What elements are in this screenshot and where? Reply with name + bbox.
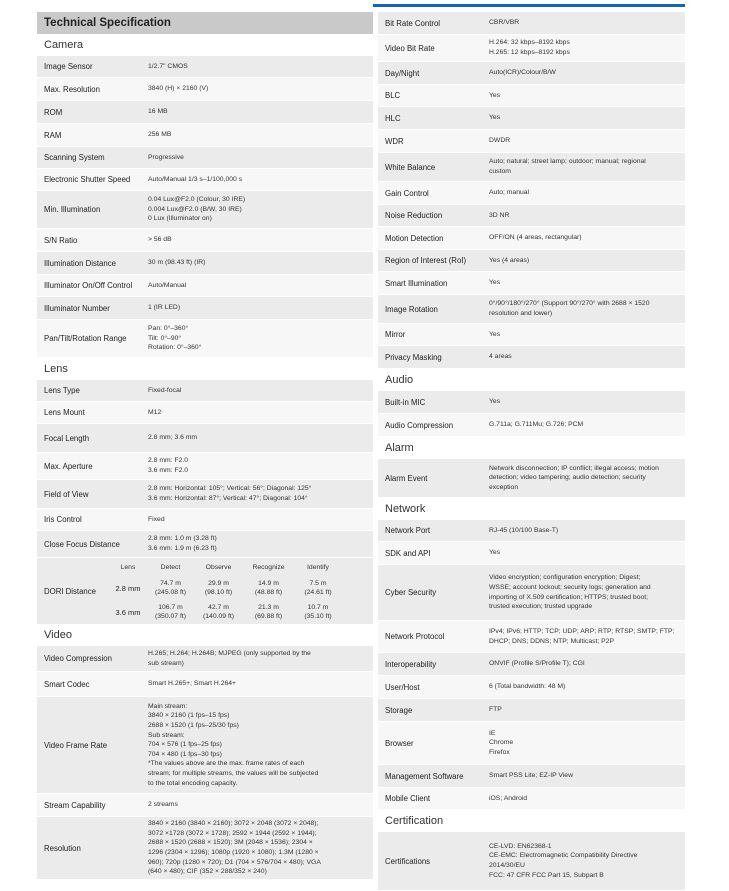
spec-row-image-sensor	[37, 56, 373, 78]
spec-value: Fixed-focal	[144, 380, 373, 401]
spec-label: Image Sensor	[37, 56, 144, 77]
spec-label: HLC	[378, 107, 485, 129]
spec-row-stream-capability	[37, 794, 373, 817]
spec-label: Resolution	[37, 817, 144, 879]
spec-row-network-port	[378, 520, 685, 542]
spec-row-browser	[378, 722, 685, 765]
spec-label: Video Compression	[37, 646, 144, 671]
spec-value: ONVIF (Profile S/Profile T); CGI	[485, 653, 685, 675]
spec-row-interoperability	[378, 653, 685, 676]
spec-row-ram	[37, 124, 373, 147]
spec-label: Image Rotation	[378, 295, 485, 323]
spec-row-lens-mount	[37, 402, 373, 424]
dori-value: 74.7 m (245.08 ft)	[155, 580, 186, 596]
spec-label: Gain Control	[378, 182, 485, 204]
spec-row-scanning-system	[37, 147, 373, 169]
spec-row-motion-detection	[378, 227, 685, 250]
spec-label: Illuminator On/Off Control	[37, 275, 144, 296]
spec-label: Interoperability	[378, 653, 485, 675]
spec-value: Auto; natural; street lamp; outdoor; manual; regional custom	[485, 153, 685, 181]
dori-header-recognize: Recognize	[252, 563, 285, 571]
spec-row-network-protocol	[378, 621, 685, 653]
spec-label: User/Host	[378, 676, 485, 698]
spec-label: Lens Mount	[37, 402, 144, 423]
spec-value: 3840 (H) × 2160 (V)	[144, 78, 373, 100]
spec-label: Close Focus Distance	[37, 531, 144, 557]
spec-row-user-host	[378, 676, 685, 699]
spec-row-s-n-ratio	[37, 229, 373, 252]
spec-value: DWDR	[485, 130, 685, 152]
right-column	[378, 12, 685, 891]
page-title: Technical Specification	[37, 12, 373, 34]
spec-label: Browser	[378, 722, 485, 764]
top-accent-bar	[373, 4, 685, 7]
spec-value: CBR/VBR	[485, 12, 685, 34]
spec-label: Bit Rate Control	[378, 12, 485, 34]
left-column	[37, 12, 373, 880]
spec-label: Cyber Security	[378, 565, 485, 620]
spec-value: iOS; Android	[485, 788, 685, 809]
spec-value: 1 (IR LED)	[144, 297, 373, 319]
spec-value: 0°/90°/180°/270° (Support 90°/270° with 2688 × 1520 resolution and lower)	[485, 295, 685, 323]
spec-table	[378, 12, 685, 369]
spec-row-gain-control	[378, 182, 685, 205]
spec-label: Scanning System	[37, 147, 144, 168]
spec-row-max-aperture	[37, 453, 373, 480]
spec-label: BLC	[378, 85, 485, 106]
dori-value: 7.5 m (24.61 ft)	[304, 580, 332, 596]
spec-value: Auto(ICR)/Colour/B/W	[485, 62, 685, 84]
spec-value: 2 streams	[144, 794, 373, 816]
spec-row-smart-illumination	[378, 272, 685, 295]
spec-label: Built-in MIC	[378, 391, 485, 413]
spec-value: H.264: 32 kbps–8192 kbps H.265: 12 kbps–8192 kbps	[485, 35, 685, 61]
section-heading-camera: Camera	[44, 39, 84, 51]
dori-value: 14.9 m (48.88 ft)	[254, 580, 283, 596]
spec-value: 30 m (98.43 ft) (IR)	[144, 252, 373, 274]
spec-label: Electronic Shutter Speed	[37, 169, 144, 190]
spec-row-privacy-masking	[378, 346, 685, 369]
dori-value: 21.3 m (69.88 ft)	[254, 604, 283, 620]
spec-label: Storage	[378, 699, 485, 721]
section-heading-alarm: Alarm	[385, 442, 414, 454]
spec-row-resolution	[37, 817, 373, 880]
spec-row-smart-codec	[37, 672, 373, 697]
dori-header-identify: Identify	[307, 563, 329, 571]
spec-row-video-bit-rate	[378, 35, 685, 62]
spec-value: Auto; manual	[485, 182, 685, 204]
spec-label: Day/Night	[378, 62, 485, 84]
dori-distance-table	[37, 558, 373, 624]
spec-row-cyber-security	[378, 565, 685, 621]
spec-value: 4 areas	[485, 346, 685, 368]
spec-label: Smart Codec	[37, 672, 144, 696]
spec-label: Illuminator Number	[37, 297, 144, 319]
spec-value: FTP	[485, 699, 685, 721]
spec-value: 3840 × 2160 (3840 × 2160); 3072 × 2048 (3072 × 2048); 3072 ×1728 (3072 × 1728); 2592 × 1944 (2592 × 1944); 2688 × 1520 (2688 × 1520); 3M (2048 × 1536); 2304 × 1296 (2304 × 1296); 1080p (1920 × 1080); 1.3M (1280 × 960); 720p (1280 × 720); D1 (704 × 576/704 × 480); VGA (640 × 480); CIF (352 × 288/352 × 240)	[144, 817, 373, 879]
spec-row-hlc	[378, 107, 685, 130]
spec-value: Video encryption; configuration encryption; Digest; WSSE; account lockout; security logs; generation and importing of X.509 certification; HTTPS; trusted boot; trusted execution; trusted upgrade	[485, 565, 685, 620]
dori-header-detect: Detect	[160, 563, 181, 571]
spec-row-audio-compression	[378, 414, 685, 437]
spec-row-illuminator-on-off-control	[37, 275, 373, 297]
spec-row-certifications	[378, 832, 685, 891]
spec-value: 3D NR	[485, 205, 685, 226]
spec-label: Smart Illumination	[378, 272, 485, 294]
spec-value: 0.04 Lux@F2.0 (Colour, 30 IRE) 0.004 Lux@F2.0 (B/W, 30 IRE) 0 Lux (Illuminator on)	[144, 191, 373, 228]
spec-value: H.265; H.264; H.264B; MJPEG (only supported by the sub stream)	[144, 646, 373, 671]
spec-label: Noise Reduction	[378, 205, 485, 226]
spec-value: 2.8 mm: Horizontal: 105°; Vertical: 56°; Diagonal: 125° 3.6 mm: Horizontal: 87°; Vertical: 47°; Diagonal: 104°	[144, 480, 373, 508]
spec-table	[378, 832, 685, 891]
spec-label: Region of Interest (RoI)	[378, 250, 485, 271]
spec-row-min-illumination	[37, 191, 373, 229]
spec-value: Yes	[485, 107, 685, 129]
spec-value: Smart H.265+; Smart H.264+	[144, 672, 373, 696]
spec-row-rom	[37, 101, 373, 124]
spec-label: Video Bit Rate	[378, 35, 485, 61]
spec-value: CE-LVD: EN62368-1 CE-EMC: Electromagnetic Compatibility Directive 2014/30/EU FCC: 47 CFR FCC Part 15, Subpart B	[485, 832, 685, 890]
spec-row-bit-rate-control	[378, 12, 685, 35]
spec-label: S/N Ratio	[37, 229, 144, 251]
dori-value: 42.7 m (140.09 ft)	[203, 604, 234, 620]
spec-row-mobile-client	[378, 788, 685, 810]
spec-value: Yes	[485, 85, 685, 106]
spec-row-built-in-mic	[378, 391, 685, 414]
spec-label: Mirror	[378, 324, 485, 345]
spec-label: Illumination Distance	[37, 252, 144, 274]
spec-row-day-night	[378, 62, 685, 85]
spec-label: Audio Compression	[378, 414, 485, 436]
spec-label: WDR	[378, 130, 485, 152]
spec-value: Pan: 0°–360° Tilt: 0°–90° Rotation: 0°–360°	[144, 320, 373, 357]
spec-value: Auto/Manual 1/3 s–1/100,000 s	[144, 169, 373, 190]
dori-lens: 3.6 mm	[115, 607, 141, 617]
spec-label: Min. Illumination	[37, 191, 144, 228]
spec-value: 6 (Total bandwidth: 48 M)	[485, 676, 685, 698]
spec-value: 256 MB	[144, 124, 373, 146]
spec-table	[378, 391, 685, 437]
spec-label: Motion Detection	[378, 227, 485, 249]
dori-value: 10.7 m (35.10 ft)	[304, 604, 332, 620]
spec-value: 2.8 mm; 3.6 mm	[144, 424, 373, 452]
spec-row-illumination-distance	[37, 252, 373, 275]
spec-label: RAM	[37, 124, 144, 146]
spec-label: Certifications	[378, 832, 485, 890]
spec-row-sdk-and-api	[378, 542, 685, 565]
section-heading-video: Video	[44, 629, 72, 641]
spec-label: Stream Capability	[37, 794, 144, 816]
spec-value: 1/2.7" CMOS	[144, 56, 373, 77]
spec-row-close-focus-distance	[37, 531, 373, 558]
spec-value: 2.8 mm: 1.0 m (3.28 ft) 3.6 mm: 1.9 m (6.23 ft)	[144, 531, 373, 557]
spec-row-storage	[378, 699, 685, 722]
spec-row-noise-reduction	[378, 205, 685, 227]
spec-value: Fixed	[144, 509, 373, 530]
spec-value: Progressive	[144, 147, 373, 168]
spec-label: Video Frame Rate	[37, 697, 144, 793]
spec-table	[37, 56, 373, 358]
spec-row-image-rotation	[378, 295, 685, 324]
dori-value: 106.7 m (350.07 ft)	[155, 604, 186, 620]
spec-value: 2.8 mm: F2.0 3.6 mm: F2.0	[144, 453, 373, 479]
dori-header-observe: Observe	[205, 563, 232, 571]
spec-row-field-of-view	[37, 480, 373, 509]
spec-row-pan-tilt-rotation-range	[37, 320, 373, 358]
spec-label: ROM	[37, 101, 144, 123]
spec-value: Auto/Manual	[144, 275, 373, 296]
spec-value: IE Chrome Firefox	[485, 722, 685, 764]
dori-value: 29.9 m (98.10 ft)	[204, 580, 233, 596]
section-heading-certification: Certification	[385, 815, 444, 827]
spec-label: Mobile Client	[378, 788, 485, 809]
section-heading-lens: Lens	[44, 363, 68, 375]
spec-label: Max. Resolution	[37, 78, 144, 100]
spec-row-video-frame-rate	[37, 697, 373, 794]
spec-row-electronic-shutter-speed	[37, 169, 373, 191]
spec-label: SDK and API	[378, 542, 485, 564]
spec-label: Management Software	[378, 765, 485, 787]
spec-row-wdr	[378, 130, 685, 153]
spec-label: DORI Distance	[44, 586, 96, 596]
spec-label: Privacy Masking	[378, 346, 485, 368]
spec-row-illuminator-number	[37, 297, 373, 320]
spec-label: Alarm Event	[378, 459, 485, 497]
spec-row-region-of-interest-roi	[378, 250, 685, 272]
spec-value: Network disconnection; IP conflict; illegal access; motion detection; video tampering; audio detection; security exception	[485, 459, 685, 497]
spec-row-management-software	[378, 765, 685, 788]
spec-label: White Balance	[378, 153, 485, 181]
spec-value: Main stream: 3840 × 2160 (1 fps–15 fps) 2688 × 1520 (1 fps–25/30 fps) Sub stream: 704 × 576 (1 fps–25 fps) 704 × 480 (1 fps–30 fps) *The values above are the max. frame rates of each stream; for multiple streams, the values will be subjected to the total encoding capacity.	[144, 697, 373, 793]
section-heading-audio: Audio	[385, 374, 414, 386]
spec-value: 16 MB	[144, 101, 373, 123]
spec-label: Network Port	[378, 520, 485, 541]
spec-value: RJ-45 (10/100 Base-T)	[485, 520, 685, 541]
spec-table	[37, 646, 373, 880]
section-heading-network: Network	[385, 503, 426, 515]
spec-value: OFF/ON (4 areas, rectangular)	[485, 227, 685, 249]
spec-value: IPv4; IPv6; HTTP; TCP; UDP; ARP; RTP; RTSP; SMTP; FTP; DHCP; DNS; DDNS; NTP; Multicast; P2P	[485, 621, 685, 652]
spec-value: Yes	[485, 272, 685, 294]
spec-label: Iris Control	[37, 509, 144, 530]
dori-header-lens: Lens	[120, 563, 136, 571]
spec-table	[378, 459, 685, 498]
spec-row-blc	[378, 85, 685, 107]
spec-row-white-balance	[378, 153, 685, 182]
spec-value: Yes (4 areas)	[485, 250, 685, 271]
spec-row-mirror	[378, 324, 685, 346]
spec-value: M12	[144, 402, 373, 423]
spec-row-video-compression	[37, 646, 373, 672]
spec-value: Yes	[485, 542, 685, 564]
spec-table	[378, 520, 685, 810]
spec-label: Network Protocol	[378, 621, 485, 652]
spec-value: Yes	[485, 391, 685, 413]
spec-row-iris-control	[37, 509, 373, 531]
spec-label: Max. Aperture	[37, 453, 144, 479]
spec-row-alarm-event	[378, 459, 685, 498]
spec-label: Pan/Tilt/Rotation Range	[37, 320, 144, 357]
spec-row-focal-length	[37, 424, 373, 453]
spec-value: G.711a; G.711Mu; G.726; PCM	[485, 414, 685, 436]
spec-label: Focal Length	[37, 424, 144, 452]
spec-label: Field of View	[37, 480, 144, 508]
spec-value: > 56 dB	[144, 229, 373, 251]
spec-table	[37, 380, 373, 558]
spec-value: Smart PSS Lite; EZ-IP View	[485, 765, 685, 787]
spec-row-lens-type	[37, 380, 373, 402]
dori-lens: 2.8 mm	[115, 583, 141, 593]
spec-row-max-resolution	[37, 78, 373, 101]
spec-value: Yes	[485, 324, 685, 345]
spec-label: Lens Type	[37, 380, 144, 401]
